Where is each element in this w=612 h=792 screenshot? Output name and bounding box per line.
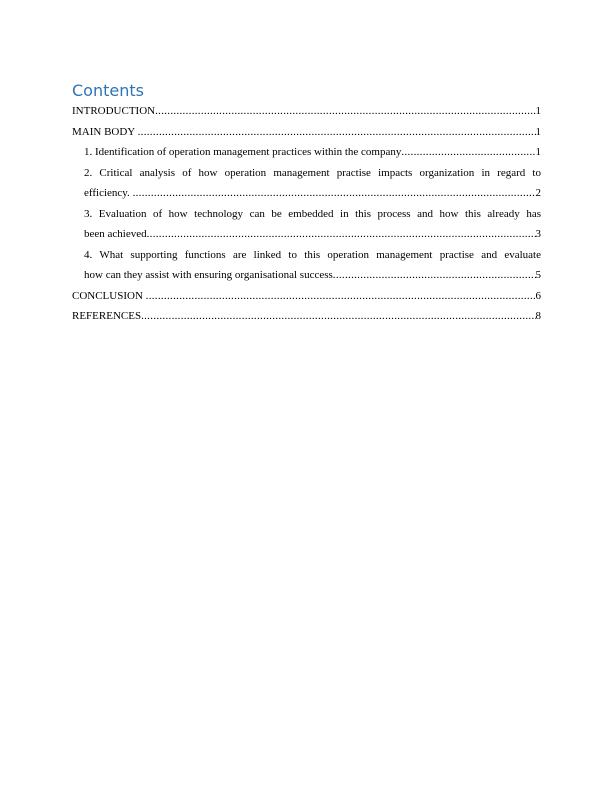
contents-heading: Contents [72, 81, 144, 100]
toc-page-number: 3 [535, 228, 541, 240]
dot-leader [141, 306, 535, 327]
dot-leader [401, 142, 535, 163]
toc-entry-label: INTRODUCTION [72, 105, 156, 117]
dot-leader [146, 286, 536, 307]
dot-leader [333, 265, 536, 286]
dot-leader [133, 183, 536, 204]
toc-entry-label: efficiency. [84, 187, 133, 199]
toc-entry-introduction[interactable] [72, 101, 541, 122]
toc-entry-label: 1. Identification of operation management practices within the company [84, 146, 402, 158]
toc-entry-section-1[interactable] [72, 142, 541, 163]
toc-page-number: 1 [535, 105, 541, 117]
toc-entry-section-2[interactable] [72, 163, 541, 204]
toc-entry-label: CONCLUSION [72, 289, 146, 302]
dot-leader [147, 224, 536, 245]
toc-entry-section-4[interactable] [72, 245, 541, 286]
table-of-contents [72, 101, 541, 327]
toc-entry-label-line1: 2. Critical analysis of how operation management practise impacts organization in regard to [84, 166, 541, 179]
toc-page-number: 2 [535, 187, 541, 199]
toc-entry-label: MAIN BODY [72, 125, 138, 138]
toc-entry-main-body[interactable] [72, 122, 541, 143]
toc-page-number: 5 [535, 269, 541, 281]
toc-entry-label: REFERENCES [72, 310, 142, 322]
toc-entry-label-line1: 3. Evaluation of how technology can be embedded in this process and how this already has [84, 207, 541, 220]
toc-entry-conclusion[interactable] [72, 286, 541, 307]
toc-page-number: 1 [535, 146, 541, 158]
toc-page-number: 1 [535, 125, 541, 138]
dot-leader [155, 101, 535, 122]
toc-page-number: 6 [535, 289, 541, 302]
toc-entry-label-line1: 4. What supporting functions are linked to this operation management practise and evaluate [84, 248, 541, 261]
toc-entry-section-3[interactable] [72, 204, 541, 245]
dot-leader [138, 122, 536, 143]
toc-entry-references[interactable] [72, 306, 541, 327]
toc-entry-label: how can they assist with ensuring organisational success [84, 269, 333, 281]
toc-entry-label: been achieved [84, 228, 147, 240]
toc-page-number: 8 [535, 310, 541, 322]
